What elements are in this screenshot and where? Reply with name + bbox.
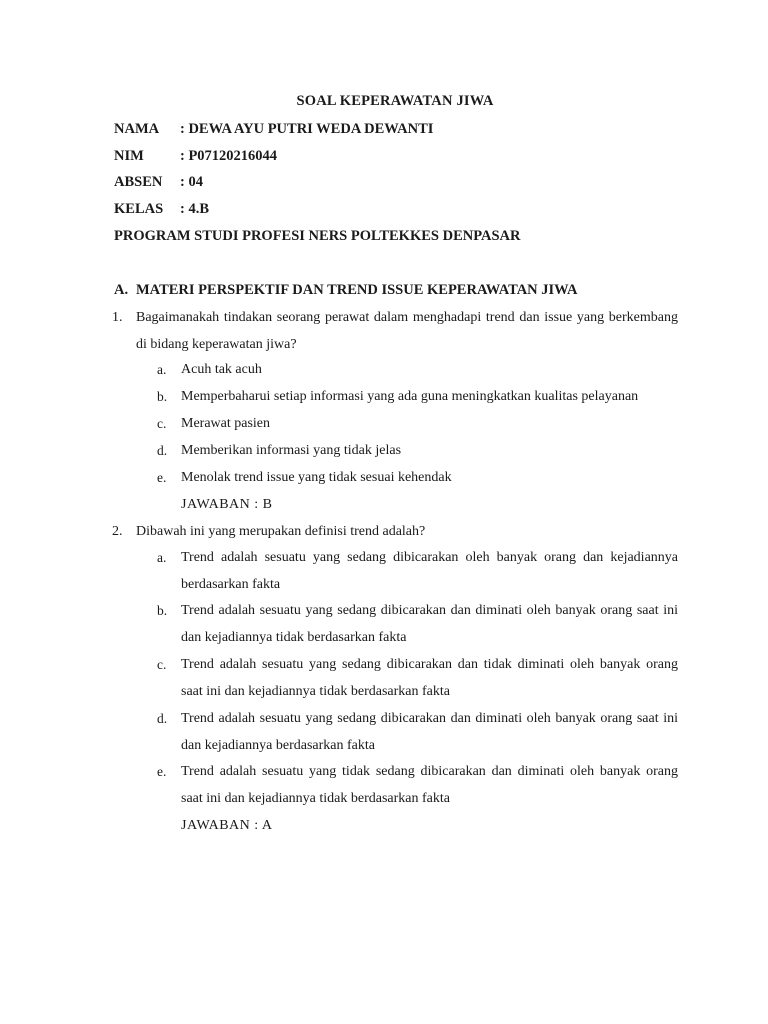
option-letter: e. — [157, 764, 167, 779]
option-letter: a. — [157, 550, 167, 565]
option-letter: a. — [157, 362, 167, 377]
section-title: MATERI PERSPEKTIF DAN TREND ISSUE KEPERAWATAN JIWA — [136, 282, 578, 298]
option-letter: c. — [157, 416, 167, 431]
info-row-name — [114, 119, 433, 139]
question-number: 2. — [112, 524, 123, 539]
option-text: Trend adalah sesuatu yang sedang dibicarakan dan tidak diminati oleh banyak orang saat ini dan kejadiannya tidak berdasarkan fakta — [181, 657, 678, 699]
info-row-nim — [114, 146, 277, 166]
option-text: Memberikan informasi yang tidak jelas — [181, 443, 402, 458]
question-text: Dibawah ini yang merupakan definisi trend adalah? — [136, 524, 426, 539]
info-row-kelas — [114, 199, 209, 219]
info-row-absen — [114, 172, 203, 192]
question-number: 1. — [112, 310, 123, 325]
option-text: Acuh tak acuh — [181, 362, 262, 377]
info-value: : 04 — [180, 174, 203, 190]
info-label: KELAS — [114, 201, 164, 217]
option-letter: d. — [157, 443, 168, 458]
question-text: Bagaimanakah tindakan seorang perawat dalam menghadapi trend dan issue yang berkembang di bidang keperawatan jiwa? — [136, 310, 678, 352]
answer-text: JAWABAN : A — [181, 818, 273, 833]
section-letter: A. — [114, 282, 129, 298]
option-letter: d. — [157, 711, 168, 726]
answer-text: JAWABAN : B — [181, 497, 273, 512]
option-letter: c. — [157, 657, 167, 672]
info-value: : P07120216044 — [180, 148, 278, 164]
info-label: ABSEN — [114, 174, 163, 190]
info-value: : DEWA AYU PUTRI WEDA DEWANTI — [180, 121, 434, 137]
info-label: NIM — [114, 148, 144, 164]
option-text: Merawat pasien — [181, 416, 271, 431]
option-text: Trend adalah sesuatu yang tidak sedang dibicarakan dan diminati oleh banyak orang saat ini dan kejadiannya tidak berdasarkan fakta — [181, 764, 678, 806]
info-label: NAMA — [114, 121, 160, 137]
program-heading: PROGRAM STUDI PROFESI NERS POLTEKKES DENPASAR — [114, 228, 521, 244]
option-letter: b. — [157, 389, 168, 404]
option-text: Trend adalah sesuatu yang sedang dibicarakan dan diminati oleh banyak orang saat ini dan kejadiannya berdasarkan fakta — [181, 711, 678, 753]
info-value: : 4.B — [180, 201, 209, 217]
option-letter: e. — [157, 470, 167, 485]
section-heading — [114, 280, 578, 300]
option-letter: b. — [157, 603, 168, 618]
document-title: SOAL KEPERAWATAN JIWA — [296, 93, 494, 109]
option-text: Menolak trend issue yang tidak sesuai kehendak — [181, 470, 452, 485]
option-text: Trend adalah sesuatu yang sedang dibicarakan oleh banyak orang dan kejadiannya berdasarkan fakta — [181, 550, 678, 592]
option-text: Trend adalah sesuatu yang sedang dibicarakan dan diminati oleh banyak orang saat ini dan kejadiannya tidak berdasarkan fakta — [181, 603, 678, 645]
option-text: Memperbaharui setiap informasi yang ada guna meningkatkan kualitas pelayanan — [181, 389, 639, 404]
